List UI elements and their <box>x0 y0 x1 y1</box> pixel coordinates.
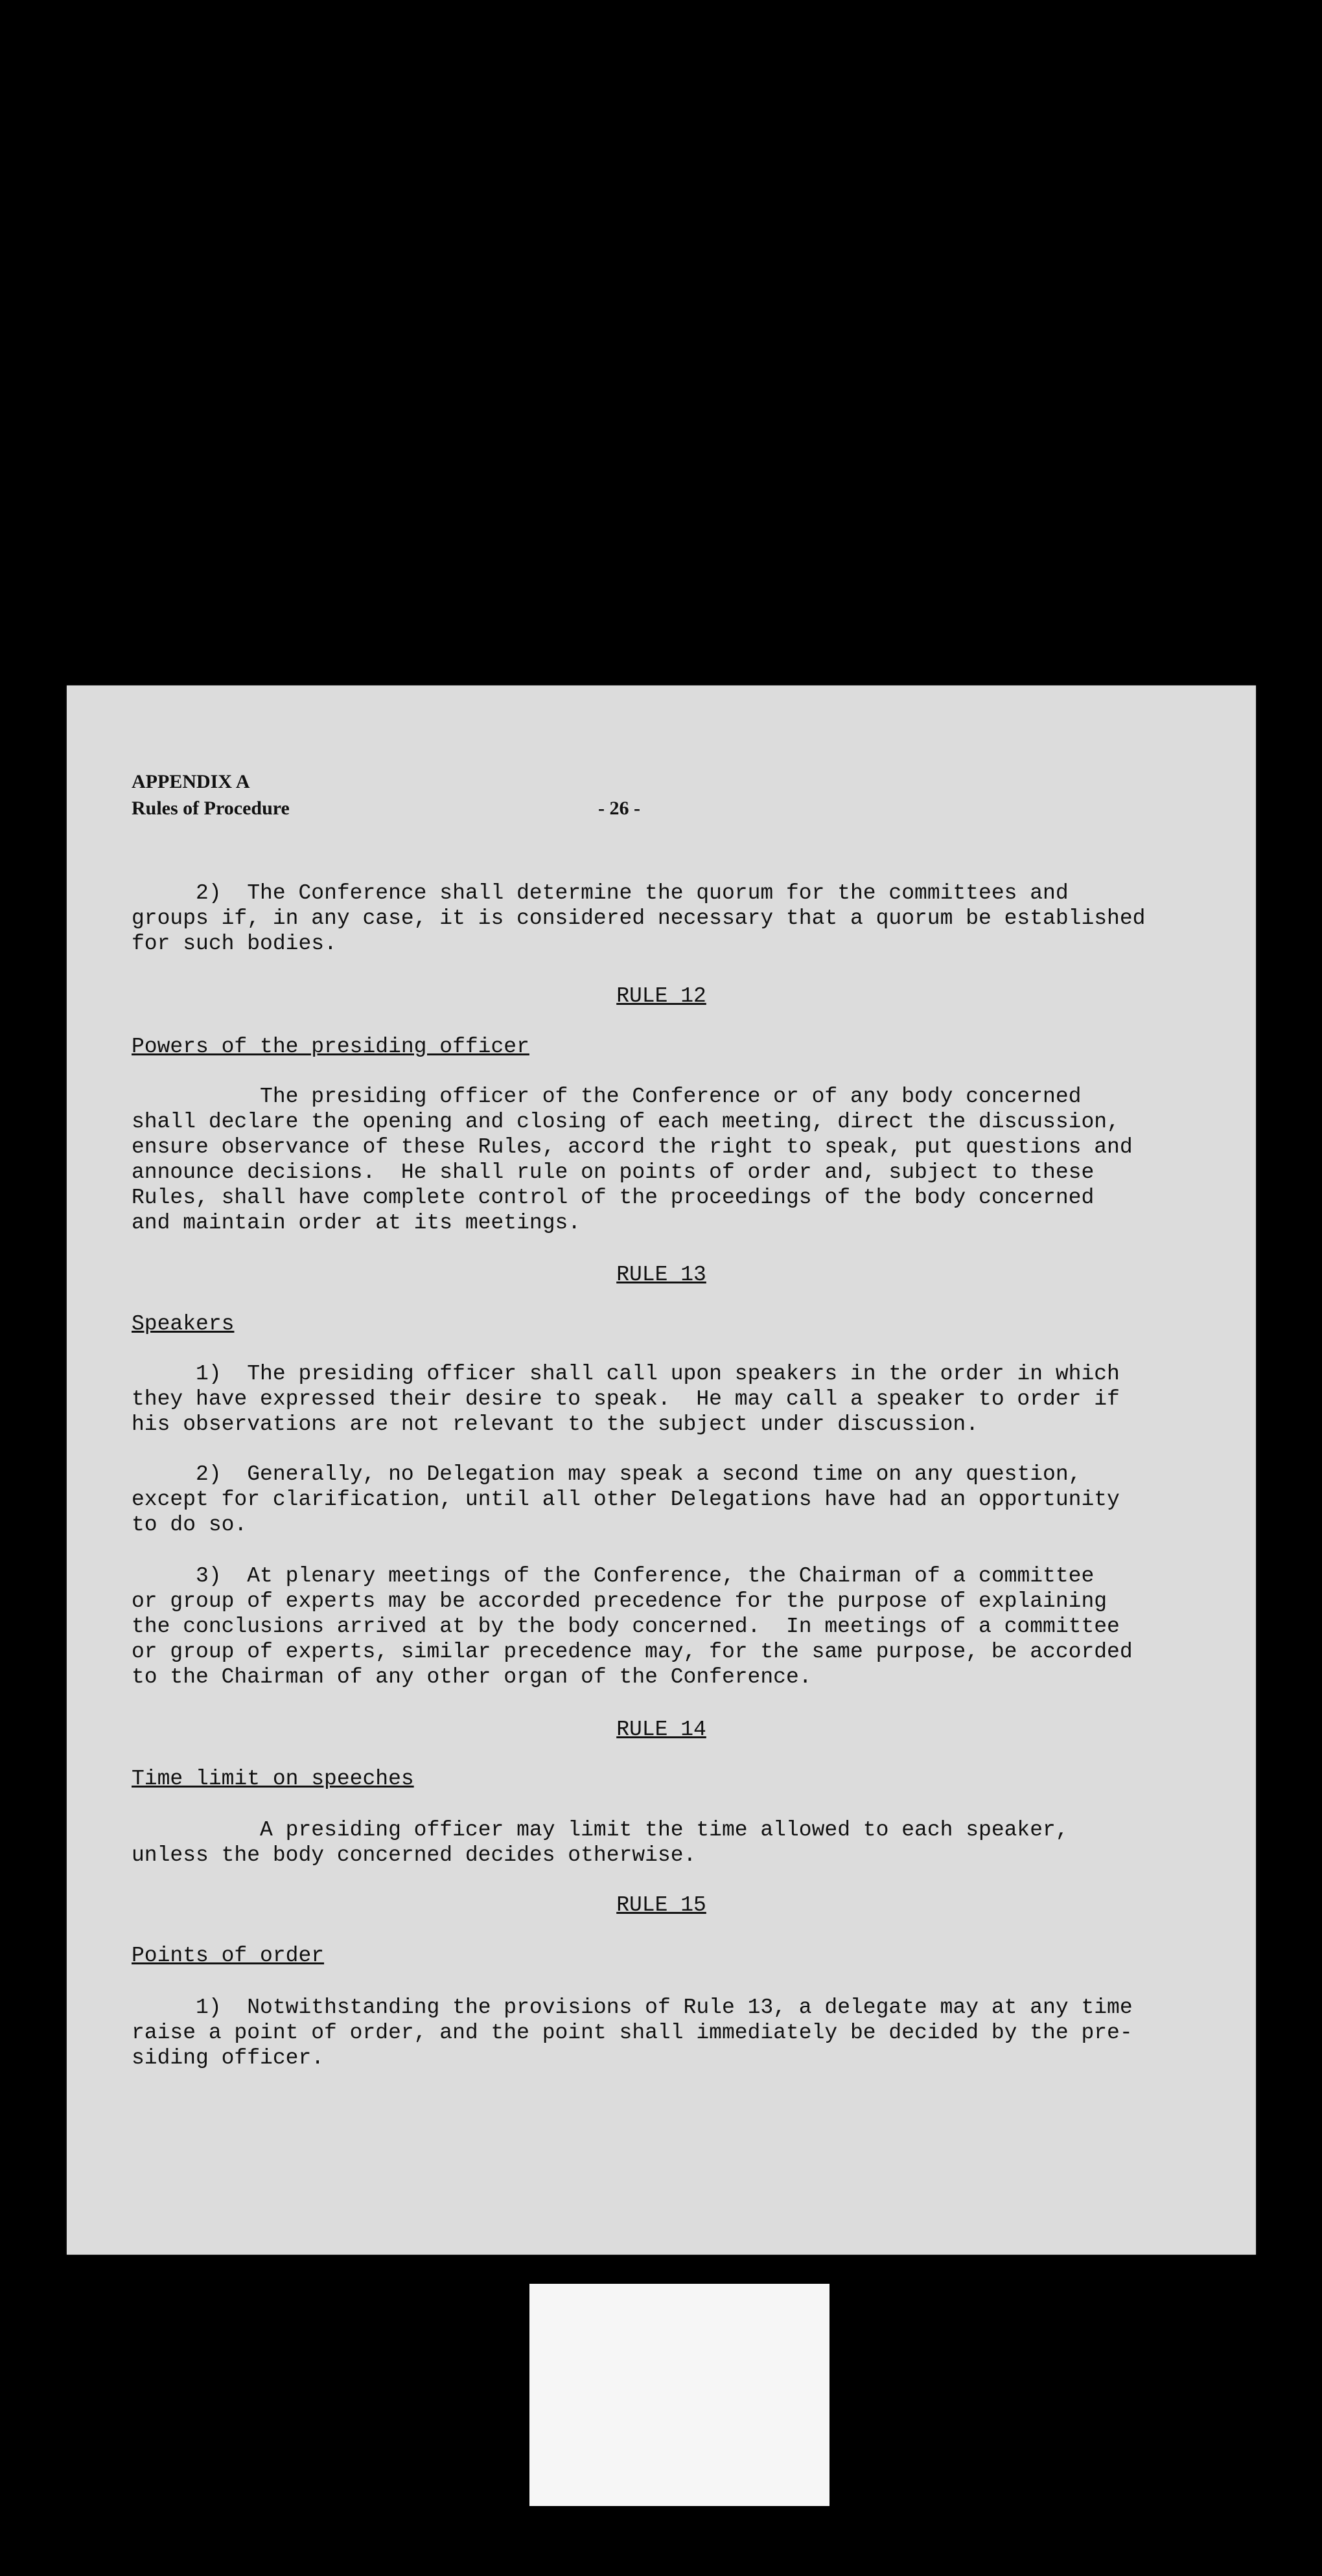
rule-13-paragraph-1: 1) The presiding officer shall call upon speakers in the order in which they have expressed their desire to speak. He may call a speaker to order if his observations are not relevant to the subject under discussion. <box>132 1362 1120 1436</box>
page-header <box>132 768 290 822</box>
rule-15-title: RULE 15 <box>616 1893 706 1917</box>
rule-13-paragraph-3: 3) At plenary meetings of the Conference, the Chairman of a committee or group of experts may be accorded precedence for the purpose of explaining the conclusions arrived at by the body concerned. In meetings of a committee or group of experts, similar precedence may, for the same purpose, be accorded to the Chairman of any other organ of the Conference. <box>132 1564 1133 1689</box>
rule-13-title: RULE 13 <box>616 1263 706 1287</box>
rule-14-title: RULE 14 <box>616 1718 706 1742</box>
rule-12-title: RULE 12 <box>616 984 706 1008</box>
blank-card <box>529 2284 829 2506</box>
rule-14-heading: Time limit on speeches <box>132 1767 414 1791</box>
appendix-label: APPENDIX A <box>132 771 250 792</box>
document-subtitle: Rules of Procedure <box>132 798 290 819</box>
page-number: - 26 - <box>598 798 640 819</box>
paragraph-quorum: 2) The Conference shall determine the quorum for the committees and groups if, in any case, it is considered necessary that a quorum be established for such bodies. <box>132 881 1146 956</box>
document-page <box>67 685 1256 2255</box>
rule-13-paragraph-2: 2) Generally, no Delegation may speak a second time on any question, except for clarification, until all other Delegations have had an opportunity to do so. <box>132 1462 1120 1537</box>
rule-12-body: The presiding officer of the Conference or of any body concerned shall declare the opening and closing of each meeting, direct the discussion, ensure observance of these Rules, accord the right to speak, put questions and announce decisions. He shall rule on points of order and, subject to these Rules, shall have complete control of the proceedings of the body concerned and maintain order at its meetings. <box>132 1085 1133 1235</box>
rule-13-heading: Speakers <box>132 1312 235 1336</box>
rule-14-body: A presiding officer may limit the time allowed to each speaker, unless the body concerned decides otherwise. <box>132 1818 1069 1867</box>
rule-15-heading: Points of order <box>132 1944 325 1968</box>
rule-12-heading: Powers of the presiding officer <box>132 1035 529 1059</box>
rule-15-paragraph-1: 1) Notwithstanding the provisions of Rule 13, a delegate may at any time raise a point of order, and the point shall immediately be decided by the pre- siding officer. <box>132 1995 1133 2070</box>
